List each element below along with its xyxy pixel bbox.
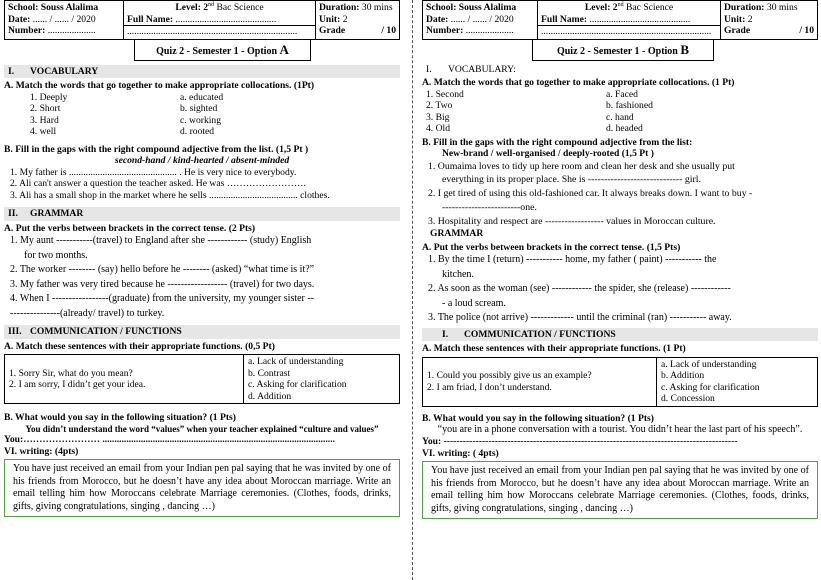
duration-label: Duration: <box>319 2 360 13</box>
situation-text: You didn’t understand the word “values” when your teacher explained “culture and values” <box>25 423 379 434</box>
list-item: everything in its proper place. She is ----------------------------- girl. <box>442 174 701 186</box>
list-item: 1. My father is ............................................. . He is very nice to everybody. <box>10 166 297 178</box>
list-item: c. working <box>180 114 222 126</box>
list-item: c. Asking for clarification <box>248 379 347 391</box>
level-value: Bac Science <box>626 2 674 14</box>
list-item: c. hand <box>606 111 634 123</box>
school-label: School: <box>8 2 39 13</box>
list-item: a. Lack of understanding <box>661 358 757 370</box>
list-item: 2. As soon as the woman (see) ------------ the spider, she (release) ------------ <box>428 283 731 295</box>
answer-line: You: -------------------------------------------------------------------------------------------- <box>422 436 738 448</box>
list-item: 1. Sorry Sir, what do you mean? <box>9 367 133 379</box>
situation-question: B. What would you say in the following situation? (1 Pts) <box>422 412 654 424</box>
date-value: ...... / ...... / 2020 <box>450 13 514 25</box>
grade-value: / 10 <box>799 25 814 36</box>
list-item: 2. I am sorry, I didn’t get your idea. <box>9 379 146 391</box>
list-item: 3. Big <box>426 111 450 123</box>
list-item: a. educated <box>180 91 224 103</box>
communication-heading: III. COMMUNICATION / FUNCTIONS <box>4 325 400 339</box>
grammar-heading: GRAMMAR <box>430 228 484 240</box>
number-value: .................... <box>465 25 514 36</box>
collocations-list <box>422 89 818 135</box>
header-table <box>4 0 400 40</box>
unit-value: 2 <box>342 13 348 25</box>
list-item: 1. By the time I (return) ----------- home, my father ( paint) ----------- the <box>428 254 717 266</box>
fullname-label: Full Name: <box>127 13 174 25</box>
list-item: 1. Oumaima loves to tidy up here room and clean her desk and she usually put <box>428 160 735 172</box>
fullname-value: .......................................... <box>175 13 277 25</box>
list-item: b. Contrast <box>248 367 291 379</box>
list-item: 2. The worker -------- (say) hello before he -------- (asked) “what time is it?” <box>10 264 315 276</box>
grade-label: Grade <box>319 25 346 36</box>
list-item: 4. well <box>30 126 57 138</box>
adjective-list: second-hand / kind-hearted / absent-minded <box>114 155 290 167</box>
fullname-label: Full Name: <box>541 13 588 25</box>
list-item: for two months. <box>24 249 88 261</box>
collocations-question: A. Match the words that go together to make appropriate collocations. (1Pt) <box>4 80 315 92</box>
situation-text: “you are in a phone conversation with a tourist. You didn’t hear the last part of his speech”. <box>437 424 803 436</box>
list-item: a. Lack of understanding <box>248 356 344 368</box>
answer-line: You:…………………… ................................................................................................. <box>4 434 335 446</box>
dots-line: ....................................................................... <box>538 25 720 38</box>
duration-label: Duration: <box>724 2 765 13</box>
grade-label: Grade <box>724 25 751 36</box>
grammar-heading: II. GRAMMAR <box>4 207 400 221</box>
list-item: 1. Could you possibly give us an example? <box>427 370 592 382</box>
level-sup: nd <box>617 2 624 8</box>
level-value: Bac Science <box>216 2 264 14</box>
column-divider <box>412 0 414 580</box>
list-item: 4. Old <box>426 123 450 135</box>
list-item: b. sighted <box>180 103 218 115</box>
list-item: 3. The police (not arrive) ------------- until the criminal (ran) ----------- away. <box>428 312 732 324</box>
writing-prompt: You have just received an email from your Indian pen pal saying that he was invited by one of his friends from Morocco, but he doesn’t have any idea about Moroccan marriage. Write an email telling him how Moroccans celebrate Marriage ceremonies. (Clothes, foods, drinks, gifts, giving congratulations, singing , dancing …) <box>4 459 400 517</box>
list-item: kitchen. <box>442 268 474 280</box>
list-item: 1. Deeply <box>30 91 68 103</box>
list-item: a. Faced <box>606 88 638 100</box>
number-label: Number: <box>426 25 464 36</box>
list-item: 4. When I -----------------(graduate) from the university, my younger sister -- <box>10 293 315 305</box>
list-item: b. Addition <box>661 370 705 382</box>
collocations-question: A. Match the words that go together to make appropriate collocations. (1 Pt) <box>422 77 735 89</box>
list-item: ---------------(already/ travel) to turkey. <box>10 307 165 319</box>
list-item: 2. Two <box>426 100 453 112</box>
option-b-column <box>422 0 818 580</box>
fullname-value: .......................................... <box>589 13 691 25</box>
vocabulary-heading: I. VOCABULARY: <box>426 63 516 75</box>
list-item: 2. Short <box>30 103 61 115</box>
list-item: d. headed <box>606 123 643 135</box>
option-a-column <box>4 0 400 580</box>
functions-table <box>422 357 818 407</box>
quiz-title: Quiz 2 - Semester 1 - Option A <box>134 40 311 61</box>
duration-value: 30 mins <box>361 2 393 13</box>
level-label: Level: 2 <box>584 2 618 14</box>
compound-question: B. Fill in the gaps with the right compound adjective from the list: <box>422 136 693 148</box>
grammar-question: A. Put the verbs between brackets in the correct tense. (2 Pts) <box>4 222 256 234</box>
writing-prompt: You have just received an email from your Indian pen pal saying that he was invited by one of his friends from Morocco, but he doesn’t have any idea about Moroccan marriage. Write an email telling him how Moroccans celebrate Marriage ceremonies. (Clothes, foods, drinks, gifts, giving congratulations, singing , dancing …) <box>422 461 818 519</box>
option-letter: B <box>680 41 690 57</box>
functions-question: A. Match these sentences with their appropriate functions. (0,5 Pt) <box>4 340 275 352</box>
level-label: Level: 2 <box>175 2 209 14</box>
school-label: School: <box>426 2 457 13</box>
date-value: ...... / ...... / 2020 <box>32 13 96 25</box>
school-value: Souss Alalima <box>40 2 99 13</box>
grammar-question: A. Put the verbs between brackets in the correct tense. (1,5 Pts) <box>422 241 681 253</box>
list-item: 3. Hospitality and respect are ------------------ values in Moroccan culture. <box>428 215 716 227</box>
writing-heading: VI. writing: ( 4pts) <box>422 447 499 459</box>
list-item: d. rooted <box>180 126 215 138</box>
list-item: b. fashioned <box>606 100 653 112</box>
quiz-title: Quiz 2 - Semester 1 - Option B <box>532 40 714 61</box>
list-item: d. Addition <box>248 390 292 402</box>
list-item: - a loud scream. <box>442 297 506 309</box>
unit-value: 2 <box>747 13 753 25</box>
school-value: Souss Alalima <box>458 2 517 13</box>
dots-line: ....................................................................... <box>124 25 315 38</box>
fill-list <box>422 160 818 229</box>
list-item: 2. I get tired of using this old-fashioned car. It always breaks down. I want to buy - <box>428 188 753 200</box>
list-item: 2. Ali can't answer a question the teacher asked. He was ……………………. <box>10 178 306 190</box>
writing-heading: VI. writing: (4pts) <box>4 445 79 457</box>
adjective-list: New-brand / well-organised / deeply-rooted (1,5 Pt ) <box>442 148 654 160</box>
list-item: 3. Hard <box>30 114 59 126</box>
grammar-list <box>4 234 400 321</box>
duration-value: 30 mins <box>766 2 798 13</box>
unit-label: Unit: <box>724 13 746 25</box>
header-table <box>422 0 818 40</box>
unit-label: Unit: <box>319 13 341 25</box>
number-value: .................... <box>47 25 96 36</box>
functions-table <box>4 354 400 404</box>
number-label: Number: <box>8 25 46 36</box>
list-item: 1. Second <box>426 88 464 100</box>
list-item: 2. I am friad, I don’t understand. <box>427 381 552 393</box>
situation-question: B. What would you say in the following situation? (1 Pts) <box>4 412 236 424</box>
list-item: ------------------------one. <box>442 201 537 213</box>
level-sup: nd <box>208 2 215 8</box>
list-item: d. Concession <box>661 393 715 405</box>
grade-value: / 10 <box>381 25 396 36</box>
functions-question: A. Match these sentences with their appropriate functions. (1 Pt) <box>422 343 686 355</box>
list-item: 1. My aunt -----------(travel) to England after she ------------ (study) English <box>10 235 312 247</box>
collocations-list <box>4 92 400 138</box>
communication-heading: I. COMMUNICATION / FUNCTIONS <box>422 328 818 342</box>
vocabulary-heading: I. VOCABULARY <box>4 65 400 79</box>
date-label: Date: <box>8 13 31 25</box>
grammar-list <box>422 253 818 326</box>
option-letter: A <box>279 41 289 57</box>
list-item: 3. My father was very tired because he ------------------ (travel) for two days. <box>10 278 315 290</box>
list-item: c. Asking for clarification <box>661 381 760 393</box>
list-item: 3. Ali has a small shop in the market where he sells ..................................... clothes. <box>10 189 330 201</box>
date-label: Date: <box>426 13 449 25</box>
compound-question: B. Fill in the gaps with the right compound adjective from the list. (1,5 Pt ) <box>4 143 309 155</box>
